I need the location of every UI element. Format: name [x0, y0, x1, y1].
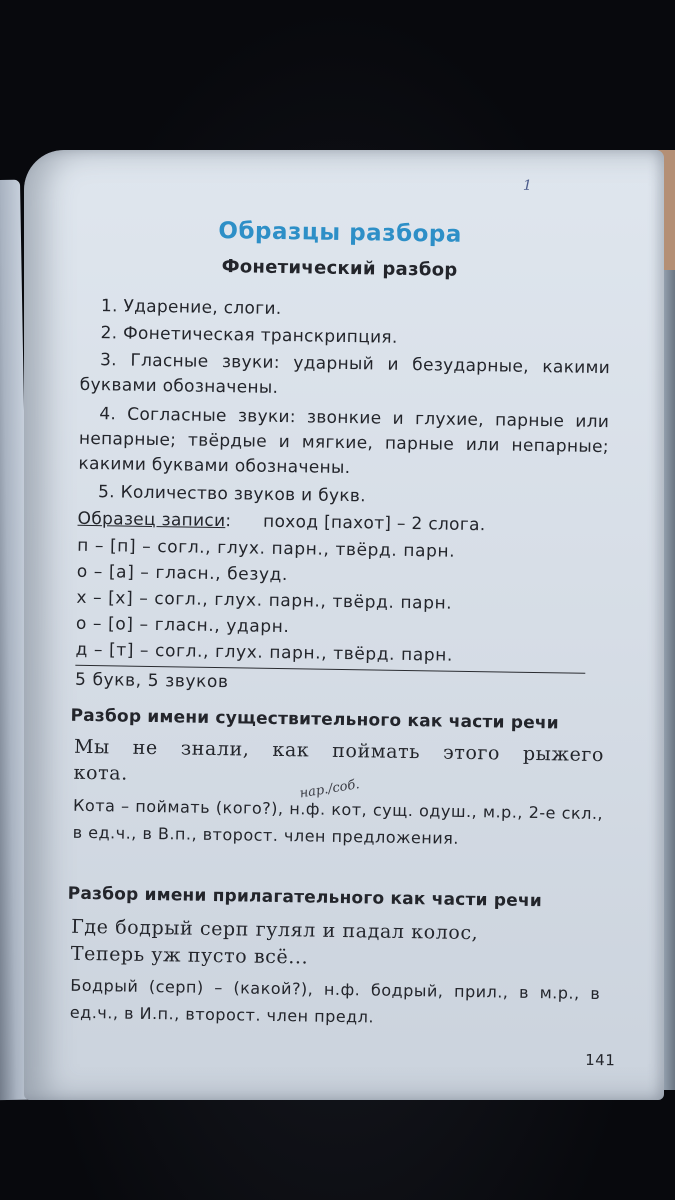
page-title: Образцы разбора — [218, 217, 463, 248]
phonetic-row: х – [х] – согл., глух. парн., твёрд. парн. — [76, 587, 453, 614]
step-4: 4. Согласные звуки: звонкие и глухие, парные или непарные; твёрдые и мягкие, парные или непарные; какими буквами обозначены. — [78, 404, 610, 479]
section-title-adjective: Разбор имени прилагательного как части речи — [67, 883, 543, 912]
adj-example-line: Где бодрый серп гулял и падал колос, — [71, 915, 479, 945]
pencil-mark: 1 — [522, 177, 532, 194]
phonetic-row: о – [а] – гласн., безуд. — [76, 561, 289, 586]
section-title-phonetic: Фонетический разбор — [221, 256, 458, 281]
phonetic-row: о – [о] – гласн., ударн. — [75, 613, 290, 638]
section-title-noun: Разбор имени существительного как части речи — [70, 705, 560, 734]
page-content — [17, 145, 672, 1105]
step-5: 5. Количество звуков и букв. — [97, 482, 367, 507]
textbook-page — [24, 150, 664, 1100]
letters-sounds-summary: 5 букв, 5 звуков — [74, 669, 229, 693]
step-1: 1. Ударение, слоги. — [100, 296, 282, 319]
step-3: 3. Гласные звуки: ударный и безударные, какими буквами обозначены. — [79, 350, 611, 398]
sample-label: Образец записи — [77, 508, 226, 532]
phonetic-row: д – [т] – согл., глух. парн., твёрд. парн. — [75, 639, 454, 666]
sample-record — [77, 507, 485, 538]
noun-example-line: кота. — [73, 761, 129, 785]
pencil-note: нар./соб. — [298, 777, 361, 802]
noun-analysis: Кота – поймать (кого?), н.ф. кот, сущ. одуш., м.р., 2-е скл., в ед.ч., в В.п., второст. член предложения. — [72, 795, 604, 848]
noun-example-line: Мы не знали, как поймать этого рыжего — [73, 735, 605, 767]
page-number: 141 — [585, 1050, 616, 1070]
step-2: 2. Фонетическая транскрипция. — [100, 323, 398, 348]
sample-colon: : — [225, 511, 232, 532]
phonetic-row: п – [п] – согл., глух. парн., твёрд. парн. — [77, 535, 456, 562]
sample-text: поход [пахот] – 2 слога. — [262, 511, 486, 536]
adj-example-line: Теперь уж пусто всё... — [70, 942, 309, 969]
adj-analysis: Бодрый (серп) – (какой?), н.ф. бодрый, прил., в м.р., в ед.ч., в И.п., второст. член предл. — [69, 975, 601, 1027]
